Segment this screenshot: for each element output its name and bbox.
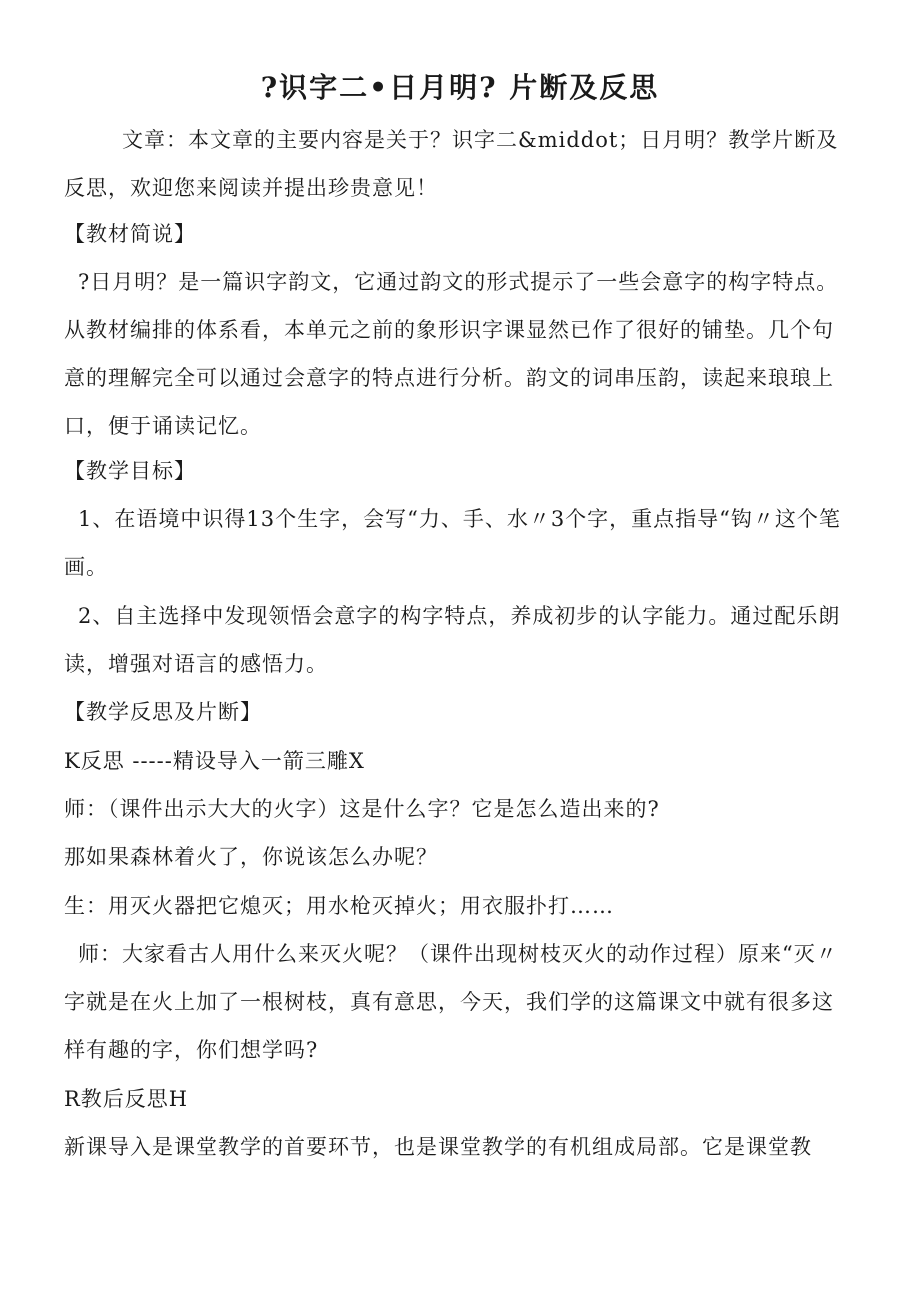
dialogue-line: 生：用灭火器把它熄灭；用水枪灭掉火；用衣服扑打…… bbox=[64, 894, 614, 918]
dialogue-line: 那如果森林着火了，你说该怎么办呢？ bbox=[64, 845, 438, 869]
intro-paragraph: 文章：本文章的主要内容是关于？识字二&middot；日月明？教学片断及反思，欢迎您来阅读并提出珍贵意见！ bbox=[64, 128, 839, 200]
goal-item-2: 2、自主选择中发现领悟会意字的构字特点，养成初步的认字能力。通过配乐朗读，增强对语言的感悟力。 bbox=[64, 604, 841, 676]
section-heading-goals: 【教学目标】 bbox=[64, 459, 196, 483]
dialogue-line: 师：大家看古人用什么来灭火呢？（课件出现树枝灭火的动作过程）原来“灭〃字就是在火上加了一根树枝，真有意思，今天，我们学的这篇课文中就有很多这样有趣的字，你们想学吗? bbox=[64, 942, 838, 1062]
materials-paragraph: ?日月明？是一篇识字韵文，它通过韵文的形式提示了一些会意字的构字特点。从教材编排的体系看，本单元之前的象形识字课显然已作了很好的铺垫。几个句意的理解完全可以通过会意字的特点进行分析。韵文的词串压韵，读起来琅琅上口，便于诵读记忆。 bbox=[64, 270, 839, 438]
page-title: ?识字二•日月明? 片断及反思 bbox=[260, 71, 660, 104]
reflection-subheading-2: R教后反思H bbox=[64, 1087, 189, 1111]
reflection-paragraph: 新课导入是课堂教学的首要环节，也是课堂教学的有机组成局部。它是课堂教 bbox=[64, 1135, 812, 1159]
section-heading-reflection: 【教学反思及片断】 bbox=[64, 700, 262, 724]
reflection-subheading-1: K反思 -----精设导入一箭三雕X bbox=[64, 749, 365, 773]
dialogue-line: 师：（课件出示大大的火字）这是什么字？它是怎么造出来的? bbox=[64, 797, 660, 821]
goal-item-1: 1、在语境中识得13个生字，会写“力、手、水〃3个字，重点指导“钩〃这个笔画。 bbox=[64, 507, 841, 579]
section-heading-materials: 【教材简说】 bbox=[64, 222, 196, 246]
